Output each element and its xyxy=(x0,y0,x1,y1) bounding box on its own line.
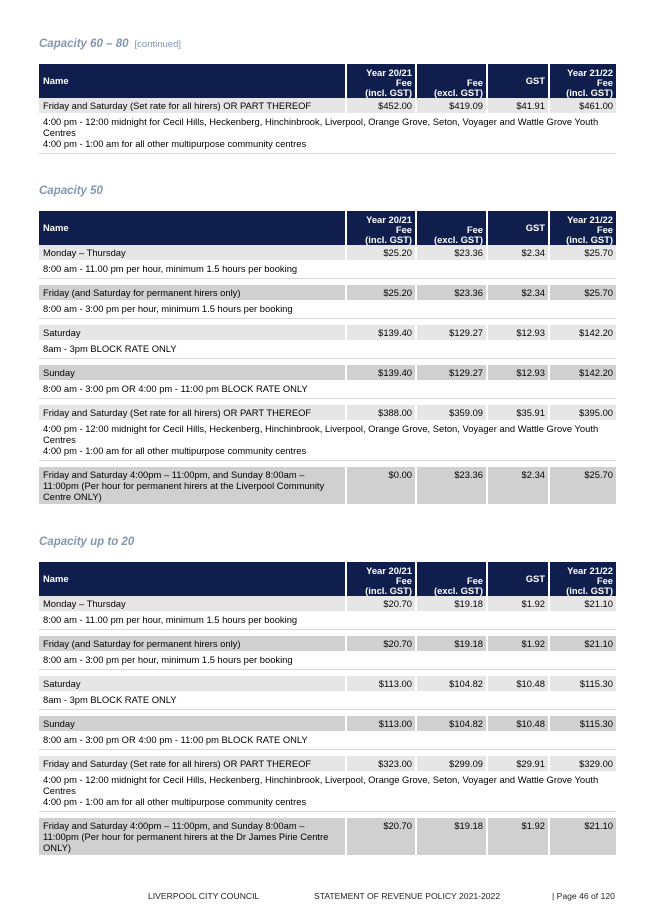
description-line: 4:00 pm - 12:00 midnight for Cecil Hills, Heckenberg, Hinchinbrook, Liverpool, Orange Grove, Seton, Voyager and Wattle Grove Youth Centres xyxy=(43,774,599,796)
row-description xyxy=(39,771,616,812)
table-row xyxy=(39,245,616,260)
fee-year-21-22: $25.70 xyxy=(548,467,616,504)
header-fee-excl-gst: Fee (excl. GST) xyxy=(415,211,486,245)
fee-year-20-21: $25.20 xyxy=(345,245,415,260)
table-header-row xyxy=(39,211,616,245)
fee-year-21-22: $115.30 xyxy=(548,676,616,691)
fee-gst: $1.92 xyxy=(486,636,548,651)
fee-excl-gst: $104.82 xyxy=(415,676,486,691)
fee-year-20-21: $388.00 xyxy=(345,405,415,420)
section-title-capacity-up-to-20: Capacity up to 20 xyxy=(39,536,135,548)
fee-excl-gst: $19.18 xyxy=(415,636,486,651)
fee-year-21-22: $461.00 xyxy=(548,98,616,113)
header-year-21-22: Year 21/22 Fee (incl. GST) xyxy=(548,562,616,596)
header-name: Name xyxy=(39,64,345,98)
fee-year-21-22: $395.00 xyxy=(548,405,616,420)
continued-label: [continued] xyxy=(134,39,181,50)
row-description xyxy=(39,651,616,670)
header-gst: GST xyxy=(486,562,548,596)
fee-gst: $10.48 xyxy=(486,676,548,691)
fee-name: Monday – Thursday xyxy=(39,245,345,260)
description-line: 8:00 am - 3:00 pm per hour, minimum 1.5 hours per booking xyxy=(43,654,293,665)
header-gst: GST xyxy=(486,211,548,245)
table-header-row xyxy=(39,562,616,596)
table-row xyxy=(39,365,616,380)
fee-gst: $41.91 xyxy=(486,98,548,113)
fee-gst: $2.34 xyxy=(486,245,548,260)
header-gst: GST xyxy=(486,64,548,98)
fee-table-capacity-up-to-20 xyxy=(39,562,616,855)
table-row xyxy=(39,98,616,113)
fee-excl-gst: $23.36 xyxy=(415,285,486,300)
description-line: 4:00 pm - 1:00 am for all other multipurpose community centres xyxy=(43,796,307,807)
fee-excl-gst: $129.27 xyxy=(415,325,486,340)
fee-year-20-21: $20.70 xyxy=(345,596,415,611)
row-description xyxy=(39,380,616,399)
description-line: 4:00 pm - 12:00 midnight for Cecil Hills, Heckenberg, Hinchinbrook, Liverpool, Orange Grove, Seton, Voyager and Wattle Grove Youth Centres xyxy=(43,116,599,138)
fee-name: Friday (and Saturday for permanent hirers only) xyxy=(39,285,345,300)
table-row xyxy=(39,716,616,731)
fee-gst: $12.93 xyxy=(486,325,548,340)
fee-name: Saturday xyxy=(39,325,345,340)
table-row xyxy=(39,285,616,300)
description-line: 8:00 am - 3:00 pm OR 4:00 pm - 11:00 pm BLOCK RATE ONLY xyxy=(43,383,308,394)
table-row xyxy=(39,405,616,420)
fee-year-21-22: $25.70 xyxy=(548,285,616,300)
fee-excl-gst: $299.09 xyxy=(415,756,486,771)
section-title-capacity-60-80: Capacity 60 – 80 [continued] xyxy=(39,38,181,50)
row-description xyxy=(39,260,616,279)
fee-year-21-22: $21.10 xyxy=(548,636,616,651)
fee-year-21-22: $21.10 xyxy=(548,818,616,855)
fee-excl-gst: $19.18 xyxy=(415,596,486,611)
fee-gst: $2.34 xyxy=(486,467,548,504)
footer-council: LIVERPOOL CITY COUNCIL xyxy=(148,891,260,901)
fee-excl-gst: $23.36 xyxy=(415,245,486,260)
row-description xyxy=(39,611,616,630)
fee-year-21-22: $142.20 xyxy=(548,325,616,340)
row-description xyxy=(39,113,616,154)
description-line: 8:00 am - 11.00 pm per hour, minimum 1.5 hours per booking xyxy=(43,263,298,274)
fee-gst: $35.91 xyxy=(486,405,548,420)
header-name: Name xyxy=(39,211,345,245)
fee-table-capacity-60-80 xyxy=(39,64,616,154)
description-line: 4:00 pm - 1:00 am for all other multipurpose community centres xyxy=(43,138,307,149)
fee-year-20-21: $139.40 xyxy=(345,365,415,380)
description-line: 4:00 pm - 1:00 am for all other multipurpose community centres xyxy=(43,445,307,456)
fee-gst: $1.92 xyxy=(486,818,548,855)
fee-name: Saturday xyxy=(39,676,345,691)
fee-gst: $12.93 xyxy=(486,365,548,380)
table-row xyxy=(39,596,616,611)
fee-name: Friday and Saturday 4:00pm – 11:00pm, and Sunday 8:00am – 11:00pm (Per hour for permanent hirers at the Dr James Pirie Centre ONLY) xyxy=(39,818,345,855)
fee-year-20-21: $0.00 xyxy=(345,467,415,504)
fee-year-20-21: $452.00 xyxy=(345,98,415,113)
table-row xyxy=(39,756,616,771)
fee-name: Friday and Saturday (Set rate for all hirers) OR PART THEREOF xyxy=(39,405,345,420)
footer-page-number: | Page 46 of 120 xyxy=(552,891,615,901)
fee-year-21-22: $115.30 xyxy=(548,716,616,731)
row-description xyxy=(39,340,616,359)
fee-year-20-21: $113.00 xyxy=(345,676,415,691)
table-row xyxy=(39,467,616,504)
table-row xyxy=(39,818,616,855)
fee-name: Monday – Thursday xyxy=(39,596,345,611)
description-line: 8:00 am - 11.00 pm per hour, minimum 1.5 hours per booking xyxy=(43,614,298,625)
fee-gst: $1.92 xyxy=(486,596,548,611)
fee-year-20-21: $25.20 xyxy=(345,285,415,300)
fee-name: Friday (and Saturday for permanent hirers only) xyxy=(39,636,345,651)
fee-gst: $2.34 xyxy=(486,285,548,300)
fee-year-20-21: $20.70 xyxy=(345,636,415,651)
fee-name: Sunday xyxy=(39,365,345,380)
header-year-20-21: Year 20/21 Fee (incl. GST) xyxy=(345,211,415,245)
header-year-20-21: Year 20/21 Fee (incl. GST) xyxy=(345,562,415,596)
fee-year-21-22: $329.00 xyxy=(548,756,616,771)
fee-excl-gst: $419.09 xyxy=(415,98,486,113)
fee-table-capacity-50 xyxy=(39,211,616,504)
section-title-capacity-50: Capacity 50 xyxy=(39,185,103,197)
fee-excl-gst: $359.09 xyxy=(415,405,486,420)
description-line: 8am - 3pm BLOCK RATE ONLY xyxy=(43,343,177,354)
fee-excl-gst: $104.82 xyxy=(415,716,486,731)
fee-year-20-21: $139.40 xyxy=(345,325,415,340)
row-description xyxy=(39,691,616,710)
fee-year-21-22: $25.70 xyxy=(548,245,616,260)
header-fee-excl-gst: Fee (excl. GST) xyxy=(415,64,486,98)
table-row xyxy=(39,636,616,651)
fee-excl-gst: $23.36 xyxy=(415,467,486,504)
fee-gst: $29.91 xyxy=(486,756,548,771)
fee-excl-gst: $19.18 xyxy=(415,818,486,855)
table-header-row xyxy=(39,64,616,98)
row-description xyxy=(39,300,616,319)
table-row xyxy=(39,676,616,691)
fee-year-21-22: $21.10 xyxy=(548,596,616,611)
fee-gst: $10.48 xyxy=(486,716,548,731)
header-year-20-21: Year 20/21 Fee (incl. GST) xyxy=(345,64,415,98)
header-fee-excl-gst: Fee (excl. GST) xyxy=(415,562,486,596)
table-row xyxy=(39,325,616,340)
header-name: Name xyxy=(39,562,345,596)
description-line: 8am - 3pm BLOCK RATE ONLY xyxy=(43,694,177,705)
header-year-21-22: Year 21/22 Fee (incl. GST) xyxy=(548,211,616,245)
fee-year-20-21: $20.70 xyxy=(345,818,415,855)
fee-excl-gst: $129.27 xyxy=(415,365,486,380)
row-description xyxy=(39,420,616,461)
header-year-21-22: Year 21/22 Fee (incl. GST) xyxy=(548,64,616,98)
fee-year-20-21: $323.00 xyxy=(345,756,415,771)
row-description xyxy=(39,731,616,750)
fee-name: Sunday xyxy=(39,716,345,731)
description-line: 4:00 pm - 12:00 midnight for Cecil Hills, Heckenberg, Hinchinbrook, Liverpool, Orange Grove, Seton, Voyager and Wattle Grove Youth Centres xyxy=(43,423,599,445)
description-line: 8:00 am - 3:00 pm OR 4:00 pm - 11:00 pm BLOCK RATE ONLY xyxy=(43,734,308,745)
footer-statement: STATEMENT OF REVENUE POLICY 2021-2022 xyxy=(314,891,501,901)
fee-name: Friday and Saturday (Set rate for all hirers) OR PART THEREOF xyxy=(39,756,345,771)
fee-year-21-22: $142.20 xyxy=(548,365,616,380)
fee-name: Friday and Saturday 4:00pm – 11:00pm, and Sunday 8:00am – 11:00pm (Per hour for permanent hirers at the Liverpool Community Centre ONLY) xyxy=(39,467,345,504)
description-line: 8:00 am - 3:00 pm per hour, minimum 1.5 hours per booking xyxy=(43,303,293,314)
fee-name: Friday and Saturday (Set rate for all hirers) OR PART THEREOF xyxy=(39,98,345,113)
fee-year-20-21: $113.00 xyxy=(345,716,415,731)
